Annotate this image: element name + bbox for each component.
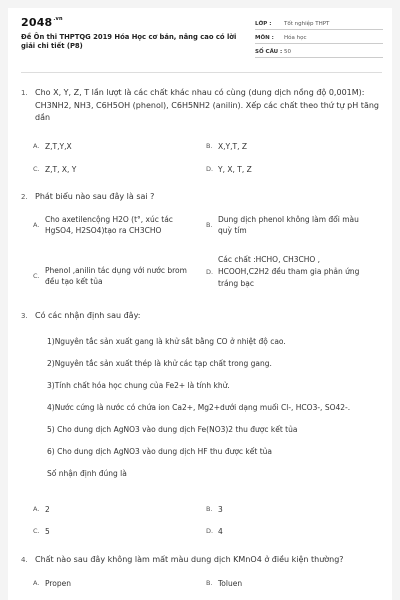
- exam-header: [8, 8, 392, 68]
- option-b[interactable]: [206, 578, 368, 589]
- option-c[interactable]: [33, 164, 195, 175]
- option-b[interactable]: [206, 504, 368, 515]
- meta-row-count: [255, 44, 383, 58]
- option-b[interactable]: [206, 141, 368, 152]
- question-text: Có các nhận định sau đây:: [35, 311, 141, 320]
- logo-text: 2048: [21, 16, 53, 29]
- option-d[interactable]: [206, 164, 368, 175]
- option-text: X,Y,T, Z: [218, 142, 247, 151]
- option-text: Y, X, T, Z: [218, 165, 252, 174]
- option-letter: A.: [33, 220, 40, 229]
- option-letter: D.: [206, 165, 214, 173]
- meta-label: SỐ CÂU :: [255, 49, 283, 55]
- meta-value: 50: [284, 49, 291, 55]
- statement-prompt: Số nhận định đúng là: [47, 469, 127, 478]
- option-letter: D.: [206, 267, 214, 276]
- meta-label: LỚP :: [255, 21, 272, 27]
- question-1: [21, 87, 381, 125]
- statement-6: 6) Cho dung dịch AgNO3 vào dung dịch HF thu được kết tủa: [47, 447, 272, 456]
- question-text: Phát biểu nào sau đây là sai ?: [35, 192, 155, 201]
- question-text: Chất nào sau đây không làm mất màu dung dịch KMnO4 ở điều kiện thường?: [35, 555, 344, 564]
- statement-1: 1)Nguyên tắc sản xuất gang là khử sắt bằng CO ở nhiệt độ cao.: [47, 337, 286, 346]
- exam-title: Đề Ôn thi THPTQG 2019 Hóa Học cơ bản, nâng cao có lời giải chi tiết (P8): [21, 33, 237, 50]
- site-logo[interactable]: [21, 16, 63, 29]
- option-letter: D.: [206, 527, 214, 535]
- option-letter: A.: [33, 142, 40, 150]
- meta-value: Hóa học: [284, 35, 307, 41]
- option-letter: A.: [33, 579, 40, 587]
- question-text: Cho X, Y, Z, T lần lượt là các chất khác nhau có cùng (dung dịch nồng độ 0,001M): CH3NH2, NH3, C6H5OH (phenol), C6H5NH2 (anilin). Xếp các chất theo thứ tự pH tăng dần: [35, 88, 379, 122]
- option-text: Z,T,Y,X: [45, 142, 72, 151]
- option-text: 2: [45, 505, 50, 514]
- question-3: [21, 310, 381, 323]
- meta-label: MÔN :: [255, 35, 274, 41]
- option-text: Cho axetilencộng H2O (t°, xúc tác HgSO4, H2SO4)tạo ra CH3CHO: [45, 215, 173, 235]
- option-text: 4: [218, 527, 223, 536]
- option-c[interactable]: [33, 265, 190, 287]
- logo-tld: .vn: [53, 16, 63, 22]
- option-letter: C.: [33, 165, 40, 173]
- question-number: 2.: [21, 193, 28, 201]
- option-text: Phenol ,anilin tác dụng với nước brom đều tạo kết tủa: [45, 266, 187, 286]
- statement-3: 3)Tính chất hóa học chung của Fe2+ là tính khử.: [47, 381, 230, 390]
- meta-row-class: [255, 16, 383, 30]
- statement-5: 5) Cho dung dịch AgNO3 vào dung dịch Fe(NO3)2 thu được kết tủa: [47, 425, 298, 434]
- option-letter: B.: [206, 505, 213, 513]
- option-text: Các chất :HCHO, CH3CHO , HCOOH,C2H2 đều tham gia phản ứng tráng bạc: [218, 255, 360, 288]
- option-text: Propen: [45, 579, 72, 588]
- option-letter: A.: [33, 505, 40, 513]
- statement-4: 4)Nước cứng là nước có chứa ion Ca2+, Mg2+dưới dạng muối Cl-, HCO3-, SO42-.: [47, 403, 351, 412]
- option-a[interactable]: [33, 578, 195, 589]
- option-a[interactable]: [33, 504, 195, 515]
- option-text: Z,T, X, Y: [45, 165, 77, 174]
- question-number: 3.: [21, 312, 28, 320]
- option-letter: B.: [206, 220, 213, 229]
- option-b[interactable]: [206, 214, 363, 236]
- question-4: [21, 554, 381, 567]
- option-c[interactable]: [33, 526, 195, 537]
- statement-2: 2)Nguyên tắc sản xuất thép là khử các tạp chất trong gang.: [47, 359, 272, 368]
- header-divider: [21, 72, 382, 73]
- option-a[interactable]: [33, 214, 190, 236]
- option-text: Toluen: [218, 579, 243, 588]
- exam-page: [8, 8, 392, 600]
- option-letter: C.: [33, 271, 40, 280]
- question-2: [21, 191, 381, 204]
- option-d[interactable]: [206, 526, 368, 537]
- option-d[interactable]: [206, 254, 363, 290]
- option-letter: B.: [206, 579, 213, 587]
- option-text: Dung dịch phenol không làm đổi màu quỳ tím: [218, 215, 359, 235]
- option-a[interactable]: [33, 141, 195, 152]
- question-number: 1.: [21, 89, 28, 97]
- meta-value: Tốt nghiệp THPT: [284, 21, 330, 27]
- exam-meta: [255, 16, 383, 58]
- question-number: 4.: [21, 556, 28, 564]
- option-letter: C.: [33, 527, 40, 535]
- option-text: 3: [218, 505, 223, 514]
- option-letter: B.: [206, 142, 213, 150]
- option-text: 5: [45, 527, 50, 536]
- meta-row-subject: [255, 30, 383, 44]
